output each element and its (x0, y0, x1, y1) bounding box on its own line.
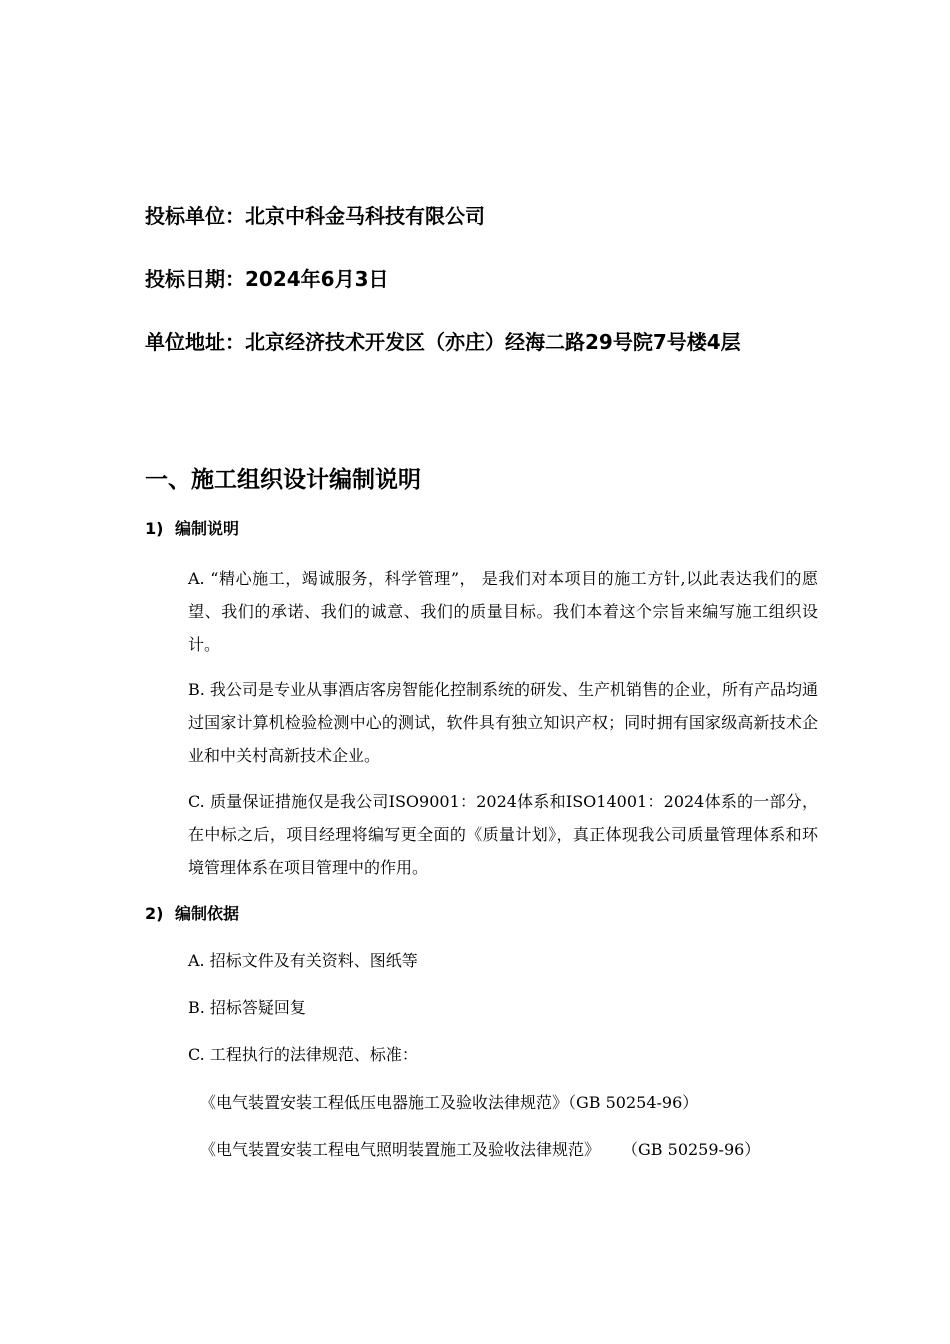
standard-reference-2 (145, 1133, 810, 1166)
unit-address-line: 单位地址：北京经济技术开发区（亦庄）经海二路29号院7号楼4层 (145, 330, 741, 354)
subsection-number: 1) (145, 519, 164, 538)
basis-item-a: A. 招标文件及有关资料、图纸等 (188, 951, 418, 970)
paragraph-a: A. “精心施工，竭诚服务，科学管理”， 是我们对本项目的施工方针,以此表达我们的愿望、我们的承诺、我们的诚意、我们的质量目标。我们本着这个宗旨来编写施工组织设计。 (188, 569, 818, 654)
subsection-title: 编制依据 (175, 904, 240, 923)
section-title: 一、施工组织设计编制说明 (145, 467, 421, 493)
standard-reference-code: （GB 50259-96） (622, 1140, 761, 1159)
basis-item-b: B. 招标答疑回复 (188, 998, 306, 1017)
basis-item-c: C. 工程执行的法律规范、标准： (188, 1045, 418, 1064)
subsection-number: 2) (145, 904, 164, 923)
bid-date-line: 投标日期：2024年6月3日 (145, 267, 389, 291)
standard-reference-1: 《电气装置安装工程低压电器施工及验收法律规范》（GB 50254-96） (200, 1093, 699, 1112)
subsection-title: 编制说明 (175, 519, 240, 538)
paragraph-c: C. 质量保证措施仅是我公司ISO9001：2024体系和ISO14001：2024体系的一部分，在中标之后，项目经理将编写更全面的《质量计划》，真正体现我公司质量管理体系和环境管理体系在项目管理中的作用。 (188, 792, 818, 877)
standard-reference-title: 《电气装置安装工程电气照明装置施工及验收法律规范》 (200, 1140, 601, 1159)
subsection-heading-1 (145, 518, 239, 540)
paragraph-b: B. 我公司是专业从事酒店客房智能化控制系统的研发、生产机销售的企业，所有产品均通过国家计算机检验检测中心的测试，软件具有独立知识产权；同时拥有国家级高新技术企业和中关村高新技术企业。 (188, 680, 818, 765)
subsection-heading-2 (145, 903, 239, 925)
bid-unit-line: 投标单位：北京中科金马科技有限公司 (145, 204, 485, 228)
